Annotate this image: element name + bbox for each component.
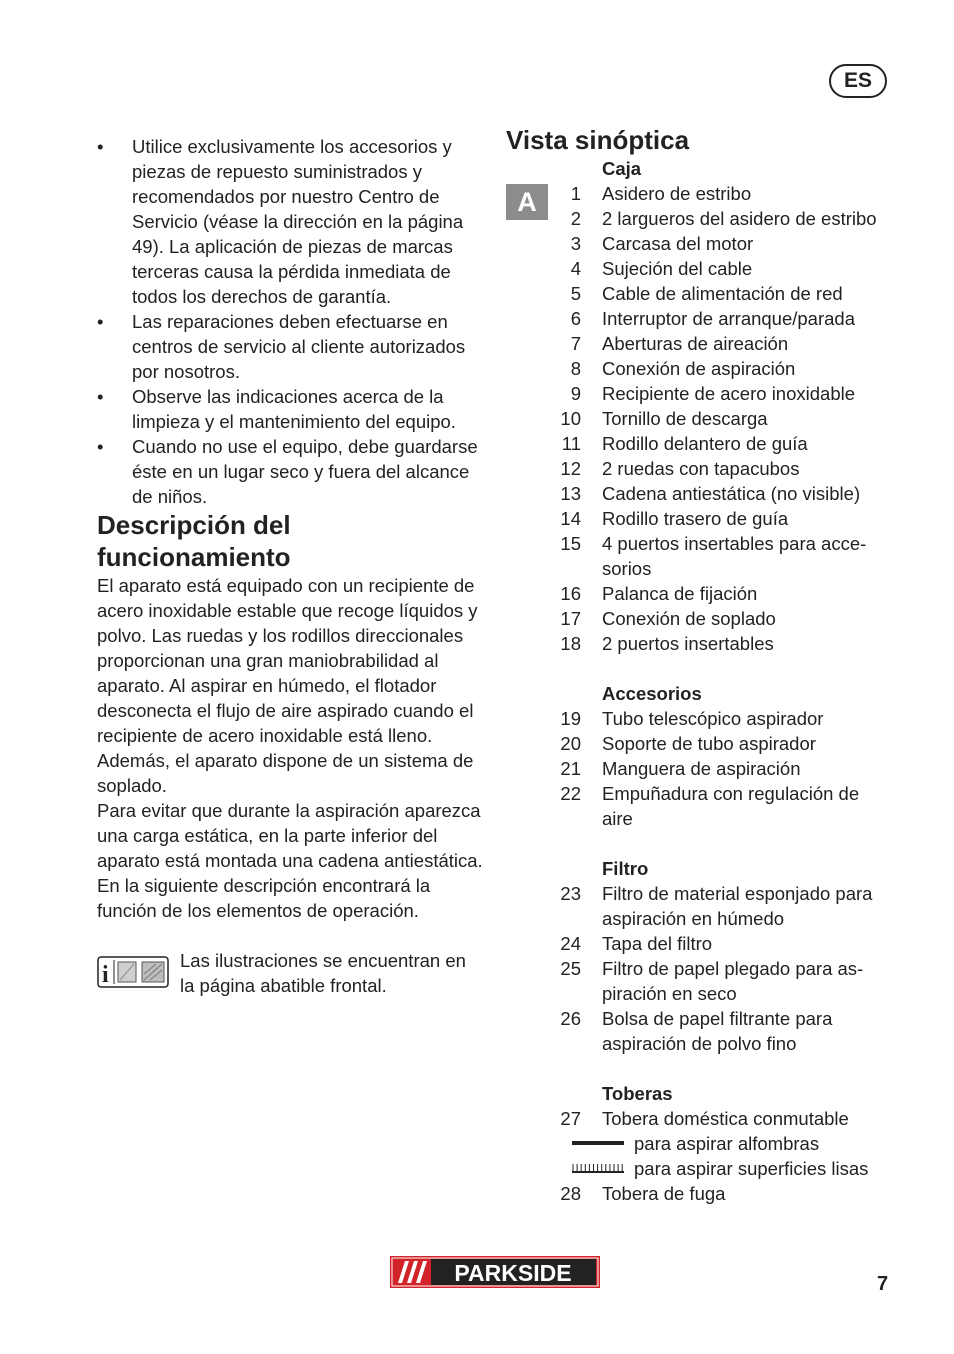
description-paragraph: Para evitar que durante la aspiración aparezca una carga estática, en la parte inferior del aparato está montada una cadena antiestática. [97, 800, 483, 871]
nozzle-mode-row [506, 1131, 906, 1156]
part-row [506, 506, 906, 531]
part-row [506, 231, 906, 256]
part-number: 13 [560, 483, 581, 504]
part-number: 18 [560, 633, 581, 654]
bullet-dot: • [97, 436, 104, 457]
part-label: 4 puertos insertables para acce- sorios [602, 533, 867, 579]
part-row [506, 456, 906, 481]
part-row [506, 531, 906, 581]
part-row [506, 306, 906, 331]
part-label: Asidero de estribo [602, 183, 752, 204]
description-paragraph: En la siguiente descripción encontrará la función de los elementos de operación. [97, 875, 431, 921]
svg-text:i: i [102, 962, 109, 988]
part-row [506, 931, 906, 956]
part-number: 5 [570, 283, 581, 304]
part-label: 2 puertos insertables [602, 633, 774, 654]
part-label: Tubo telescópico aspirador [602, 708, 824, 729]
part-number: 20 [560, 733, 581, 754]
group-heading: Caja [602, 158, 642, 179]
part-row [506, 356, 906, 381]
parts-list [506, 156, 906, 1206]
bullet-item [97, 309, 483, 384]
part-number: 25 [560, 958, 581, 979]
part-number: 8 [570, 358, 581, 379]
part-row [506, 481, 906, 506]
part-number: 11 [561, 433, 581, 454]
part-row [506, 1106, 906, 1131]
part-label: Aberturas de aireación [602, 333, 789, 354]
part-label: Empuñadura con regulación de aire [602, 783, 860, 829]
bullet-text: Las reparaciones deben efectuarse en centros de servicio al cliente autorizados por nosotros. [132, 311, 466, 382]
part-number: 3 [570, 233, 581, 254]
part-number: 14 [560, 508, 581, 529]
part-number: 7 [570, 333, 581, 354]
part-label: Bolsa de papel filtrante para aspiración de polvo fino [602, 1008, 833, 1054]
part-number: 24 [560, 933, 581, 954]
language-badge: ES [829, 64, 887, 98]
parts-group [506, 681, 906, 831]
part-row [506, 206, 906, 231]
info-book-icon [97, 956, 169, 988]
description-heading-line2: funcionamiento [97, 542, 291, 572]
part-label: Rodillo delantero de guía [602, 433, 808, 454]
part-row [506, 331, 906, 356]
part-number: 22 [560, 783, 581, 804]
page-number: 7 [877, 1273, 889, 1295]
part-number: 9 [570, 383, 581, 404]
figure-label: A [506, 184, 548, 220]
part-number: 21 [560, 758, 581, 779]
part-row [506, 606, 906, 631]
parts-group [506, 1081, 906, 1206]
part-number: 17 [560, 608, 581, 629]
description-heading [97, 509, 483, 573]
part-row [506, 956, 906, 1006]
bullet-text: Observe las indicaciones acerca de la limpieza y el mantenimiento del equipo. [132, 386, 456, 432]
part-label: 2 largueros del asidero de estribo [602, 208, 877, 229]
part-row [506, 431, 906, 456]
part-label: Sujeción del cable [602, 258, 753, 279]
part-number: 15 [560, 533, 581, 554]
safety-bullet-list [97, 134, 483, 509]
part-label: Rodillo trasero de guía [602, 508, 789, 529]
description-paragraph: El aparato está equipado con un recipiente de acero inoxidable estable que recoge líquidos y polvo. Las ruedas y los rodillos direccionales proporcionan una gran maniobrabilidad al aparato. Al aspirar en húmedo, el flotador desconecta el flujo de aire aspirado cuando el recipiente de acero inoxidable está lleno. Además, el aparato dispone de un sistema de soplado. [97, 575, 478, 796]
overview-heading: Vista sinóptica [506, 125, 690, 155]
bullet-text: Utilice exclusivamente los accesorios y piezas de repuesto suministrados y recomendados por nuestro Centro de Servicio (véase la dirección en la página 49). La aplicación de piezas de marcas terceras causa la pérdida inmediata de todos los derechos de garantía. [132, 136, 464, 307]
part-label: Tornillo de descarga [602, 408, 768, 429]
part-row [506, 631, 906, 656]
part-number: 26 [560, 1008, 581, 1029]
logo-text: PARKSIDE [454, 1260, 572, 1286]
part-row [506, 1181, 906, 1206]
group-heading: Toberas [602, 1083, 673, 1104]
carpet-mode-icon [572, 1139, 624, 1149]
nozzle-mode-label: para aspirar alfombras [634, 1133, 820, 1154]
part-number: 16 [560, 583, 581, 604]
bullet-item [97, 134, 483, 309]
part-label: Conexión de aspiración [602, 358, 796, 379]
part-number: 2 [570, 208, 581, 229]
bullet-dot: • [97, 136, 104, 157]
part-row [506, 706, 906, 731]
bullet-text: Cuando no use el equipo, debe guardarse éste en un lugar seco y fuera del alcance de niños. [132, 436, 478, 507]
info-note-text: Las ilustraciones se encuentran en la página abatible frontal. [180, 950, 466, 996]
part-label: Manguera de aspiración [602, 758, 801, 779]
part-label: Tapa del filtro [602, 933, 713, 954]
part-row [506, 281, 906, 306]
part-row [506, 756, 906, 781]
part-number: 28 [560, 1183, 581, 1204]
part-label: Palanca de fijación [602, 583, 758, 604]
bristle-mode-icon [572, 1164, 624, 1174]
right-column [506, 124, 906, 1231]
part-number: 19 [560, 708, 581, 729]
part-number: 27 [560, 1108, 581, 1129]
part-label: Interruptor de arranque/parada [602, 308, 856, 329]
part-number: 23 [560, 883, 581, 904]
nozzle-mode-label: para aspirar superficies lisas [634, 1158, 869, 1179]
parts-group [506, 856, 906, 1056]
bullet-dot: • [97, 311, 104, 332]
part-label: Filtro de material esponjado para aspiración en húmedo [602, 883, 873, 929]
part-label: Tobera de fuga [602, 1183, 726, 1204]
part-label: Conexión de soplado [602, 608, 776, 629]
part-label: Cable de alimentación de red [602, 283, 843, 304]
bullet-item [97, 434, 483, 509]
part-row [506, 581, 906, 606]
parkside-logo [390, 1256, 600, 1288]
part-row [506, 781, 906, 831]
part-label: 2 ruedas con tapacubos [602, 458, 800, 479]
bullet-item [97, 384, 483, 434]
part-row [506, 256, 906, 281]
part-number: 12 [560, 458, 581, 479]
group-heading: Accesorios [602, 683, 702, 704]
group-heading: Filtro [602, 858, 649, 879]
part-row [506, 881, 906, 931]
part-label: Soporte de tubo aspirador [602, 733, 816, 754]
part-number: 10 [560, 408, 581, 429]
bullet-dot: • [97, 386, 104, 407]
part-number: 4 [570, 258, 581, 279]
part-label: Recipiente de acero inoxidable [602, 383, 856, 404]
info-note [97, 948, 483, 998]
part-row [506, 731, 906, 756]
part-label: Tobera doméstica conmutable [602, 1108, 849, 1129]
part-number: 1 [570, 183, 581, 204]
part-row [506, 406, 906, 431]
part-row [506, 1006, 906, 1056]
left-column [97, 134, 483, 998]
nozzle-mode-row [506, 1156, 906, 1181]
part-number: 6 [570, 308, 581, 329]
parts-group [506, 156, 906, 656]
part-label: Carcasa del motor [602, 233, 754, 254]
part-label: Cadena antiestática (no visible) [602, 483, 861, 504]
description-heading-line1: Descripción del [97, 510, 291, 540]
part-label: Filtro de papel plegado para as- piración en seco [602, 958, 864, 1004]
part-row [506, 381, 906, 406]
part-row [506, 181, 906, 206]
